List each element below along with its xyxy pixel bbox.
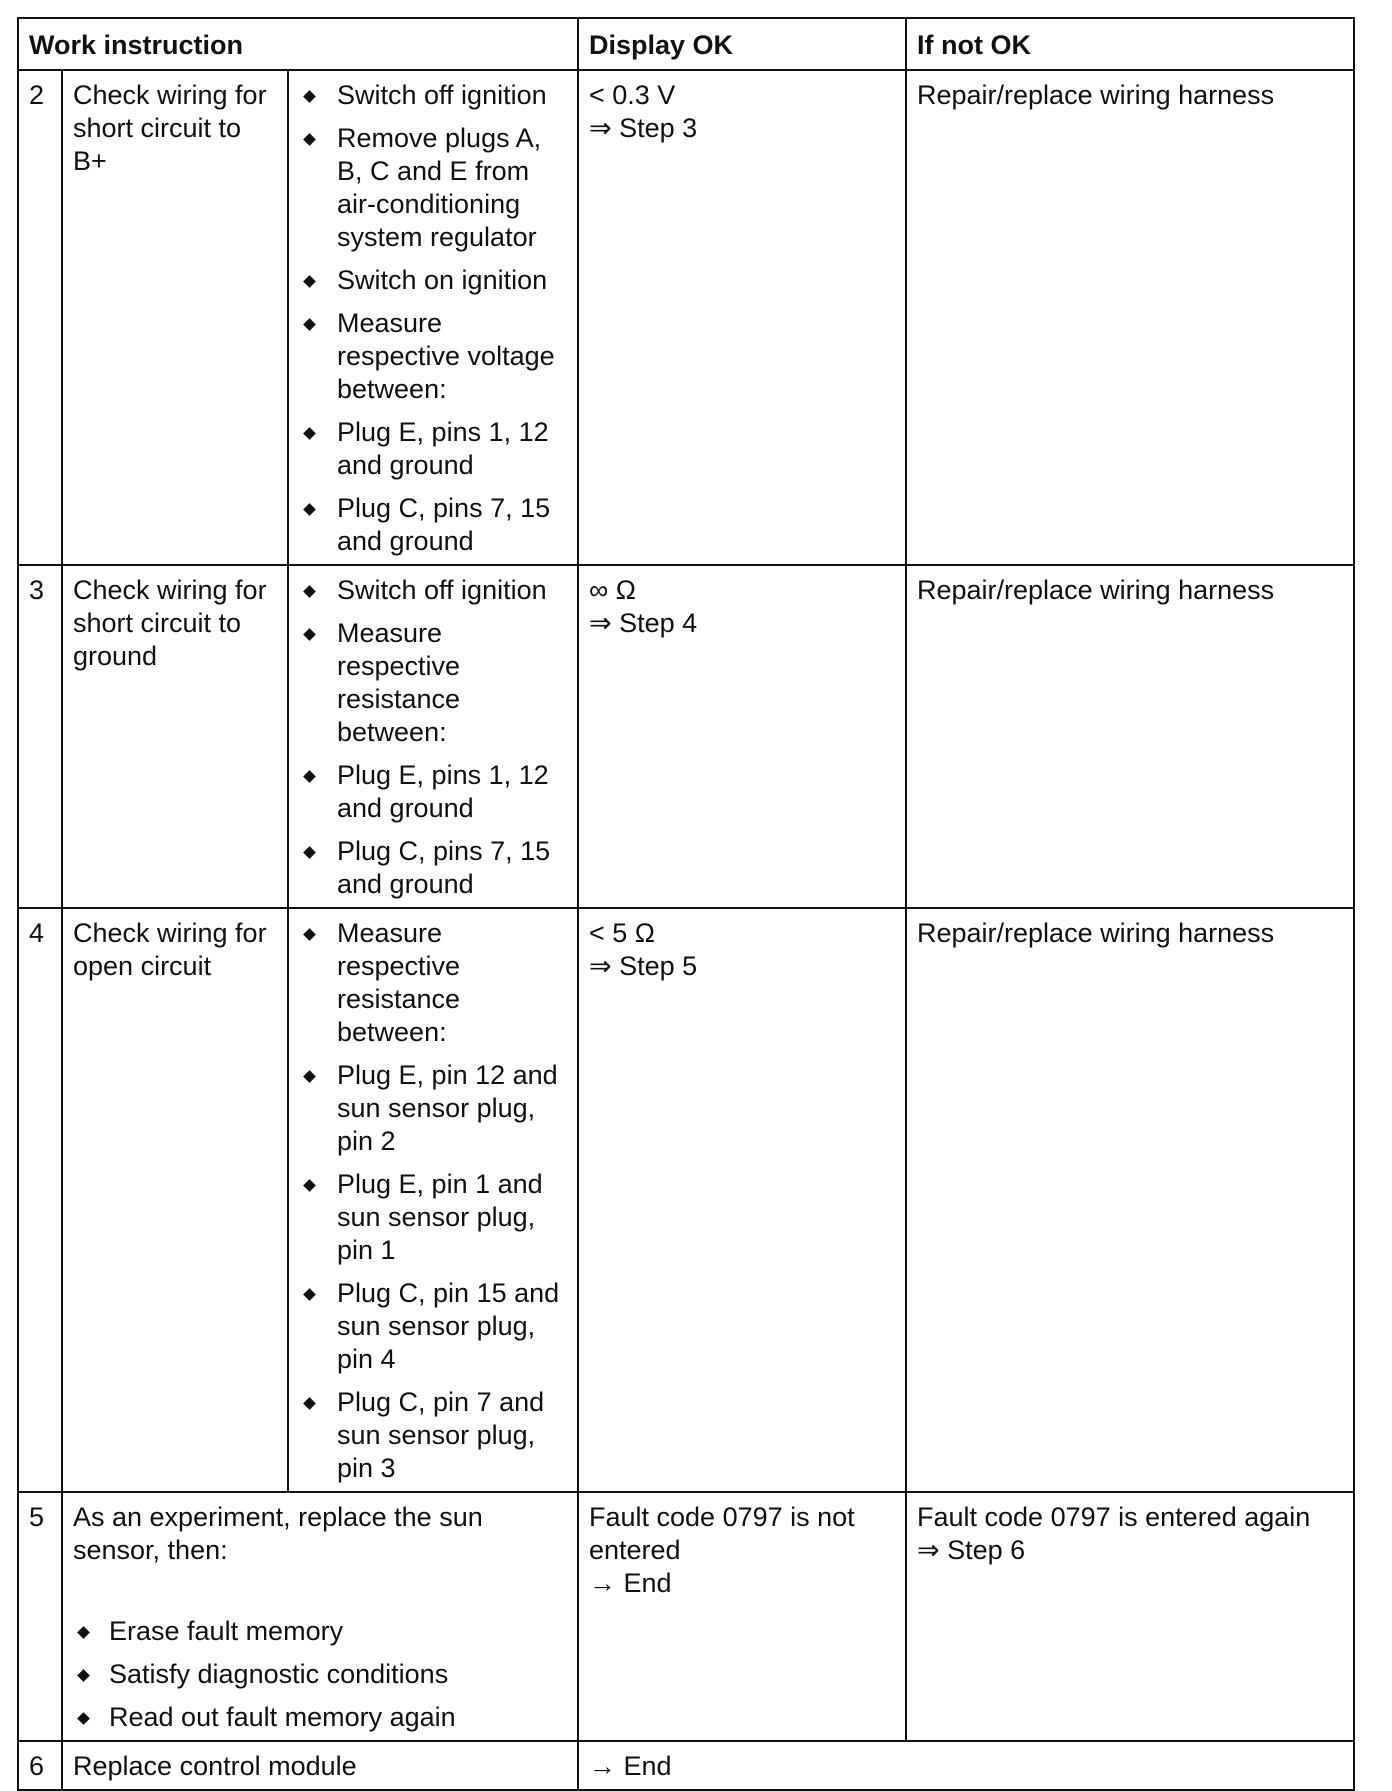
header-display-ok: Display OK	[578, 18, 906, 70]
table-row	[18, 70, 1354, 565]
if-not-ok-cell	[906, 908, 1354, 1492]
step-description: Check wiring for short circuit to ground	[62, 565, 288, 908]
remedy-text: Fault code 0797 is entered again	[917, 1502, 1311, 1532]
display-ok-cell	[578, 1492, 906, 1741]
bullet-diamond-icon	[77, 1626, 90, 1639]
table-row	[18, 1492, 1354, 1741]
display-ok-cell	[578, 908, 906, 1492]
step-description-wide	[62, 1492, 578, 1741]
remedy-text: Repair/replace wiring harness	[917, 918, 1275, 948]
step-number: 4	[18, 908, 62, 1492]
step-number: 2	[18, 70, 62, 565]
step-actions	[288, 565, 578, 908]
bullet-diamond-icon	[303, 427, 316, 440]
bullet-diamond-icon	[77, 1712, 90, 1725]
display-ok-cell	[578, 1741, 1354, 1790]
bullet-diamond-icon	[303, 503, 316, 516]
bullet-diamond-icon	[303, 275, 316, 288]
if-not-ok-cell	[906, 565, 1354, 908]
list-item: Plug E, pins 1, 12 and ground	[299, 416, 567, 482]
bullet-diamond-icon	[303, 770, 316, 783]
list-item: Measure respective resistance between:	[299, 917, 567, 1049]
table-header-row	[18, 18, 1354, 70]
bullet-diamond-icon	[303, 1179, 316, 1192]
table-row	[18, 1741, 1354, 1790]
next-step: ⇒ Step 3	[589, 113, 698, 143]
step-description: As an experiment, replace the sun sensor, then:	[73, 1502, 483, 1565]
next-step: → End	[589, 1568, 672, 1598]
next-step: ⇒ Step 4	[589, 608, 698, 638]
step-description: Check wiring for open circuit	[62, 908, 288, 1492]
step-description: Check wiring for short circuit to B+	[62, 70, 288, 565]
list-item: Plug C, pin 15 and sun sensor plug, pin 4	[299, 1277, 567, 1376]
bullet-diamond-icon	[303, 318, 316, 331]
display-ok-cell	[578, 565, 906, 908]
bullet-diamond-icon	[303, 846, 316, 859]
step-actions	[288, 908, 578, 1492]
header-if-not-ok: If not OK	[906, 18, 1354, 70]
remedy-text: Repair/replace wiring harness	[917, 80, 1275, 110]
bullet-diamond-icon	[303, 1288, 316, 1301]
list-item: Read out fault memory again	[73, 1701, 567, 1734]
expected-value: < 0.3 V	[589, 80, 676, 110]
list-item: Plug C, pins 7, 15 and ground	[299, 492, 567, 558]
list-item: Satisfy diagnostic conditions	[73, 1658, 567, 1691]
expected-value: < 5 Ω	[589, 918, 655, 948]
step-description: Replace control module	[62, 1741, 578, 1790]
bullet-diamond-icon	[303, 90, 316, 103]
list-item: Plug C, pin 7 and sun sensor plug, pin 3	[299, 1386, 567, 1485]
list-item: Plug E, pin 1 and sun sensor plug, pin 1	[299, 1168, 567, 1267]
work-instruction-table	[17, 17, 1355, 1791]
bullet-diamond-icon	[303, 1397, 316, 1410]
display-ok-cell	[578, 70, 906, 565]
expected-value: ∞ Ω	[589, 575, 636, 605]
step-number: 3	[18, 565, 62, 908]
step-number: 6	[18, 1741, 62, 1790]
list-item: Remove plugs A, B, C and E from air-conditioning system regulator	[299, 122, 567, 254]
bullet-diamond-icon	[77, 1669, 90, 1682]
if-not-ok-cell	[906, 1492, 1354, 1741]
next-step: ⇒ Step 6	[917, 1535, 1026, 1565]
bullet-diamond-icon	[303, 1070, 316, 1083]
bullet-diamond-icon	[303, 928, 316, 941]
list-item: Switch off ignition	[299, 574, 567, 607]
list-item: Switch off ignition	[299, 79, 567, 112]
list-item: Plug E, pin 12 and sun sensor plug, pin 2	[299, 1059, 567, 1158]
next-step: ⇒ Step 5	[589, 951, 698, 981]
list-item: Plug E, pins 1, 12 and ground	[299, 759, 567, 825]
list-item: Erase fault memory	[73, 1615, 567, 1648]
bullet-diamond-icon	[303, 133, 316, 146]
remedy-text: Repair/replace wiring harness	[917, 575, 1275, 605]
step-number: 5	[18, 1492, 62, 1741]
list-item: Switch on ignition	[299, 264, 567, 297]
if-not-ok-cell	[906, 70, 1354, 565]
list-item: Measure respective resistance between:	[299, 617, 567, 749]
expected-value: Fault code 0797 is not entered	[589, 1502, 855, 1565]
bullet-diamond-icon	[303, 628, 316, 641]
table-row	[18, 908, 1354, 1492]
header-work-instruction: Work instruction	[18, 18, 578, 70]
list-item: Measure respective voltage between:	[299, 307, 567, 406]
step-actions	[288, 70, 578, 565]
table-row	[18, 565, 1354, 908]
list-item: Plug C, pins 7, 15 and ground	[299, 835, 567, 901]
next-step: → End	[589, 1751, 672, 1781]
bullet-diamond-icon	[303, 585, 316, 598]
